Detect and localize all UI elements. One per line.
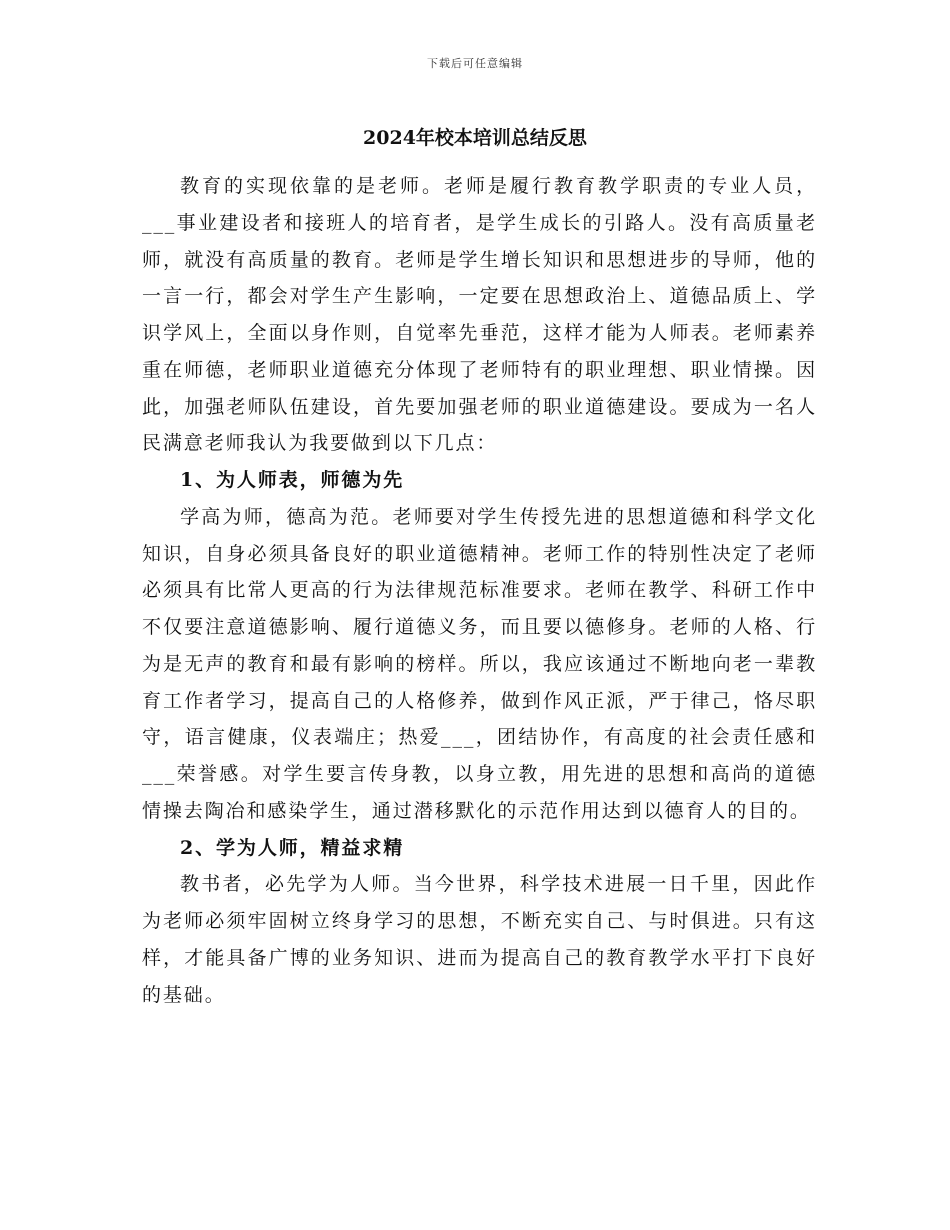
section1-heading: 1、为人师表，师德为先 bbox=[180, 469, 405, 491]
document-body bbox=[142, 168, 817, 1013]
document-title: 2024年校本培训总结反思 bbox=[363, 127, 587, 149]
header-note: 下载后可任意编辑 bbox=[427, 57, 523, 70]
intro-paragraph: 教育的实现依靠的是老师。老师是履行教育教学职责的专业人员，___事业建设者和接班人的培育者，是学生成长的引路人。没有高质量老师，就没有高质量的教育。老师是学生增长知识和思想进步的导师，他的一言一行，都会对学生产生影响，一定要在思想政治上、道德品质上、学识学风上，全面以身作则，自觉率先垂范，这样才能为人师表。老师素养重在师德，老师职业道德充分体现了老师特有的职业理想、职业情操。因此，加强老师队伍建设，首先要加强老师的职业道德建设。要成为一名人民满意老师我认为我要做到以下几点： bbox=[142, 175, 817, 455]
section1-paragraph: 学高为师，德高为范。老师要对学生传授先进的思想道德和科学文化知识，自身必须具备良好的职业道德精神。老师工作的特别性决定了老师必须具有比常人更高的行为法律规范标准要求。老师在教学、科研工作中不仅要注意道德影响、履行道德义务，而且要以德修身。老师的人格、行为是无声的教育和最有影响的榜样。所以，我应该通过不断地向老一辈教育工作者学习，提高自己的人格修养，做到作风正派，严于律己，恪尽职守，语言健康，仪表端庄；热爱___，团结协作，有高度的社会责任感和___荣誉感。对学生要言传身教，以身立教，用先进的思想和高尚的道德情操去陶冶和感染学生，通过潜移默化的示范作用达到以德育人的目的。 bbox=[142, 505, 817, 822]
section2-heading: 2、学为人师，精益求精 bbox=[180, 836, 405, 859]
section2-paragraph: 教书者，必先学为人师。当今世界，科学技术进展一日千里，因此作为老师必须牢固树立终身学习的思想，不断充实自己、与时俱进。只有这样，才能具备广博的业务知识、进而为提高自己的教育教学水平打下良好的基础。 bbox=[142, 873, 817, 1006]
